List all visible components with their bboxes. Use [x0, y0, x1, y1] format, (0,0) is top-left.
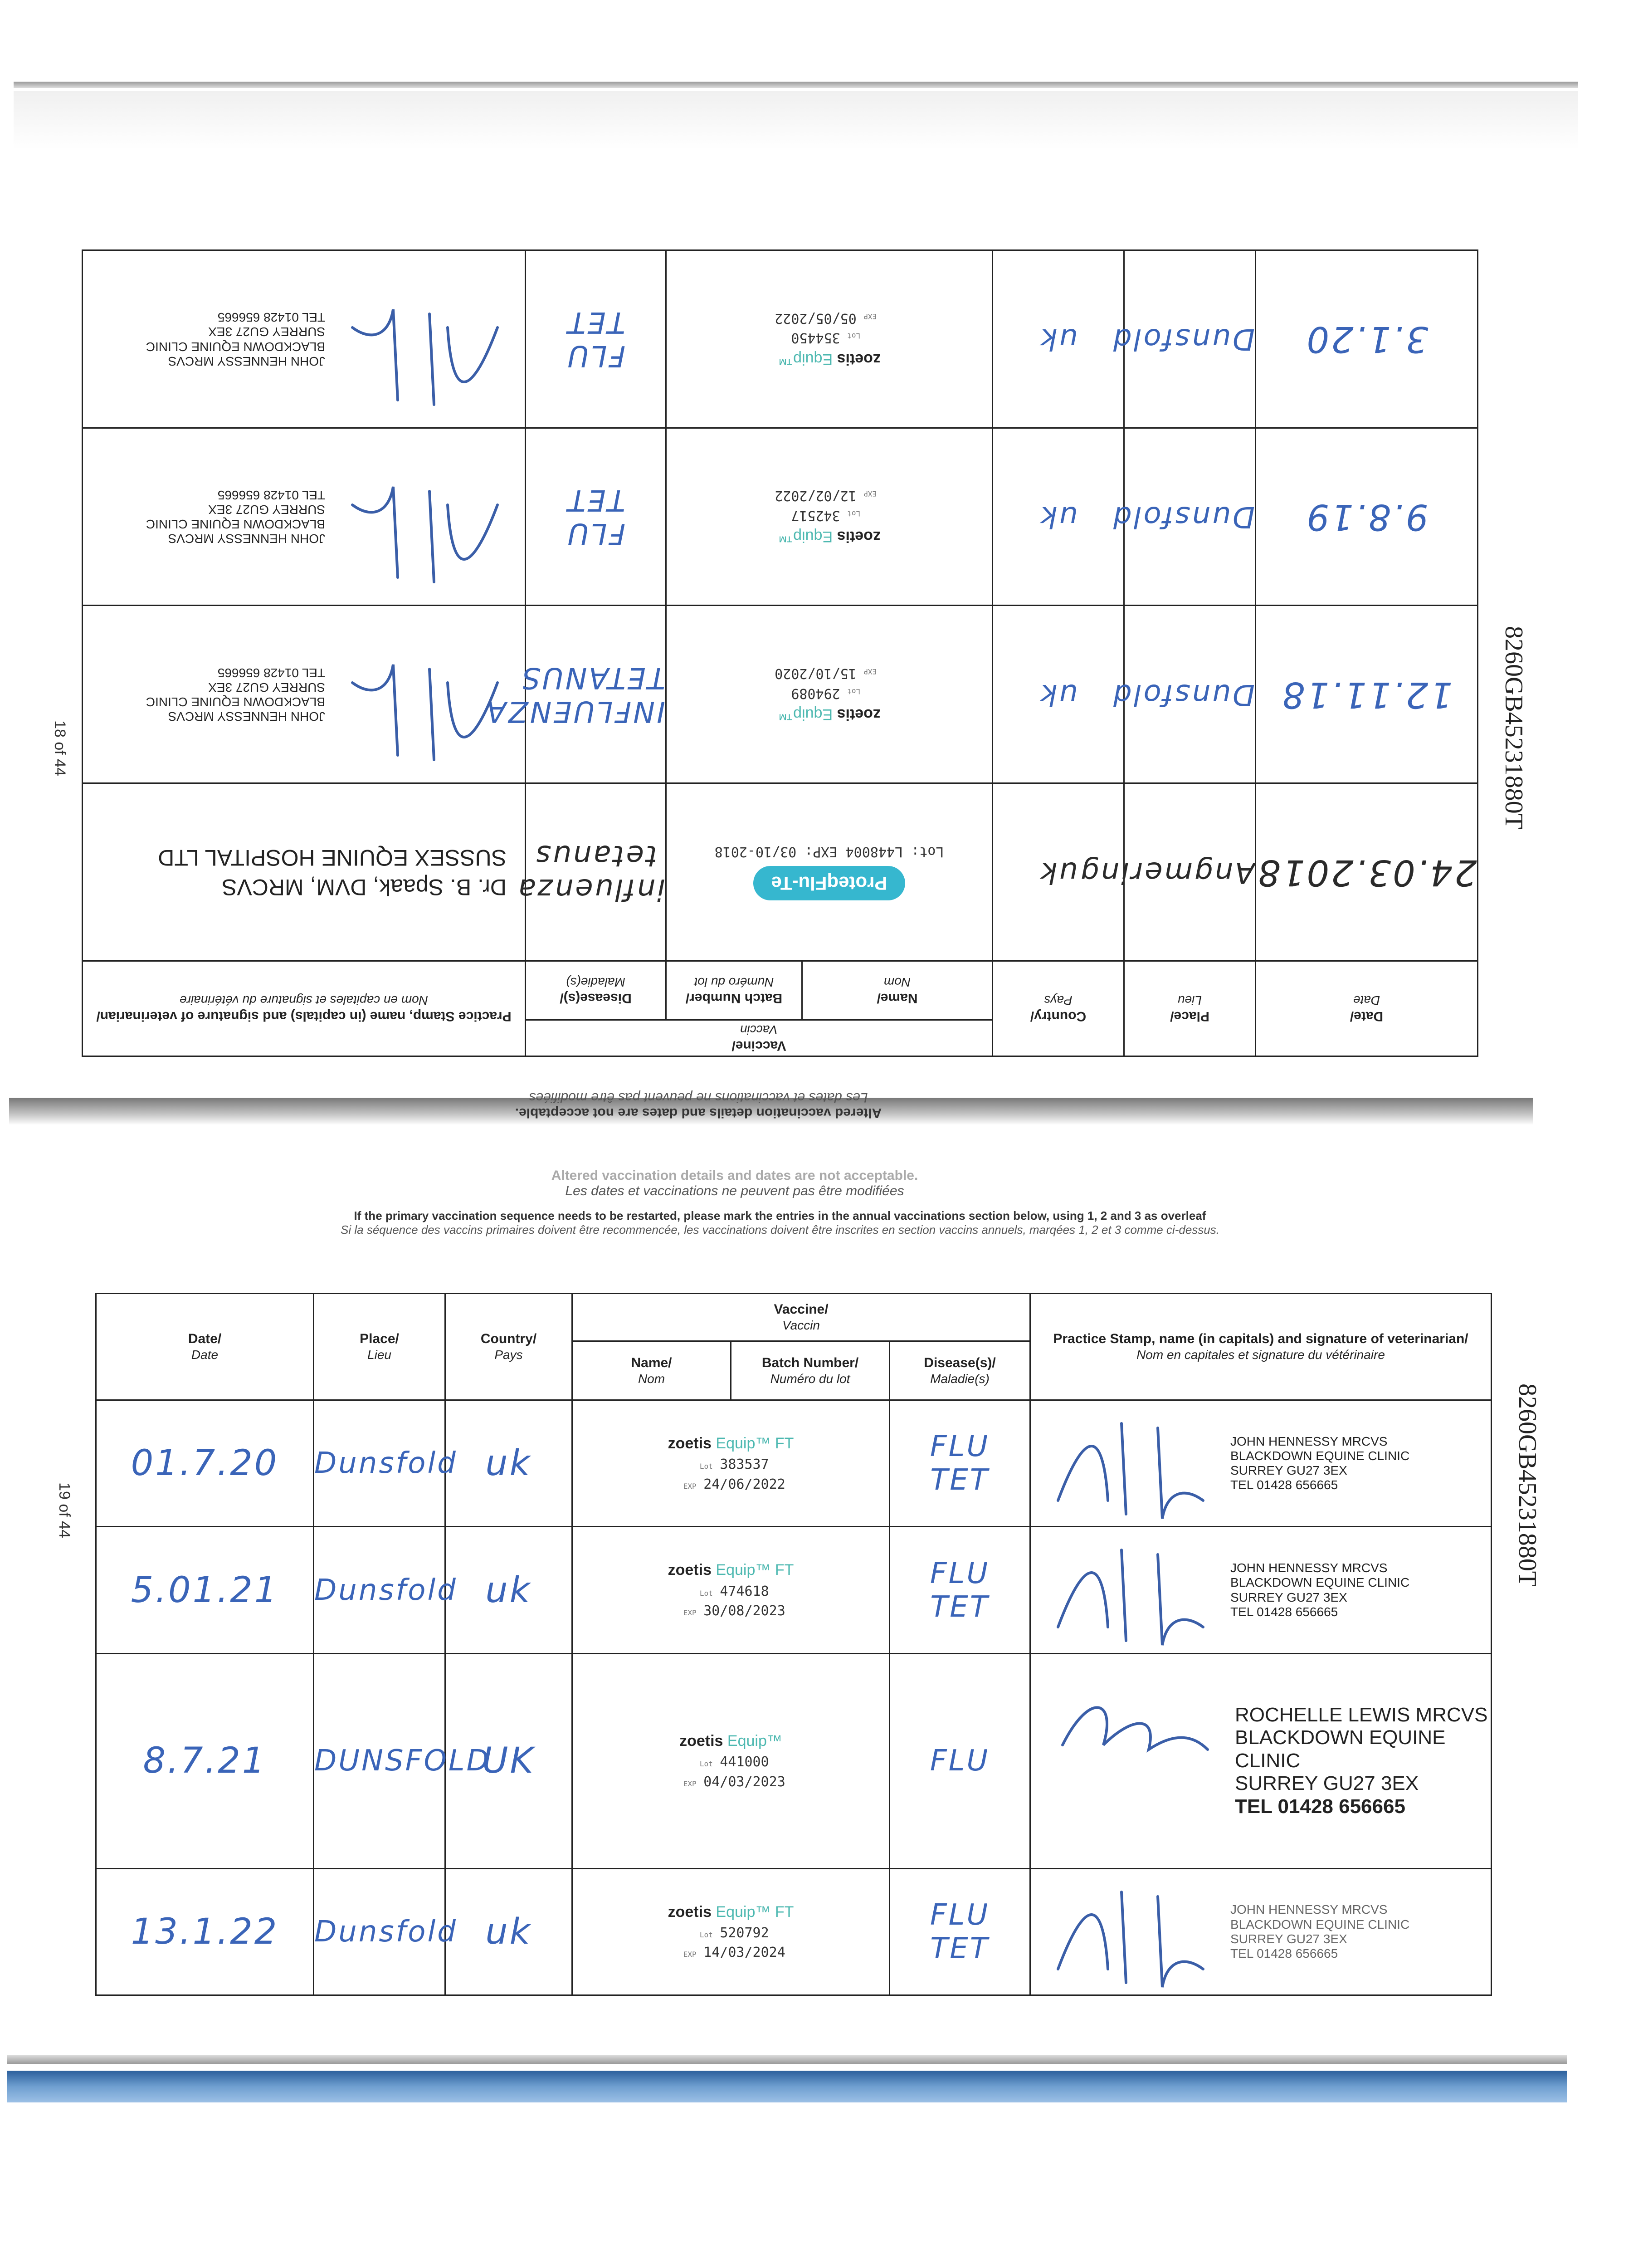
cell-vaccine-sticker [666, 783, 993, 961]
cell-place: DUNSFOLD [314, 1653, 445, 1868]
header-name: Name/ Nom [802, 961, 993, 1020]
header-batch: Batch Number/ Numéro du lot [666, 961, 802, 1020]
restart-notice-fr: Si la séquence des vaccins primaires doivent être recommencée, les vaccinations doivent être inscrites en section vaccins annuels, marqées 1, 2 et 3 comme ci-dessus. [341, 1223, 1219, 1237]
cell-country: uk [445, 1400, 572, 1527]
cell-disease: influenza tetanus [526, 783, 666, 961]
vet-stamp: ROCHELLE LEWIS MRCVS BLACKDOWN EQUINE CLINIC SURREY GU27 3EX TEL 01428 656665 [1235, 1703, 1488, 1818]
cell-stamp [1030, 1868, 1492, 1995]
table-row [96, 1868, 1492, 1995]
signature [343, 300, 507, 418]
signature [343, 478, 507, 596]
altered-notice-en: Altered vaccination details and dates are not acceptable. [515, 1105, 882, 1120]
cell-disease: FLU TET [890, 1527, 1030, 1653]
proteq-sticker: ProteqFlu-Te [753, 866, 906, 900]
table-row [96, 1653, 1492, 1868]
cell-stamp [83, 250, 526, 428]
cell-date: 5.01.21 [96, 1527, 314, 1653]
cell-disease: FLU TET [526, 250, 666, 428]
header-disease: Disease(s)/ Maladie(s) [890, 1341, 1030, 1400]
cell-date: 12.11.18 [1256, 606, 1478, 783]
cell-stamp [1030, 1400, 1492, 1527]
header-date: Date/ Date [1256, 961, 1478, 1056]
lower-page [95, 1293, 1492, 1996]
header-disease: Disease(s)/ Maladie(s) [526, 961, 666, 1020]
signature [1049, 1663, 1212, 1781]
cell-disease: FLU [890, 1653, 1030, 1868]
cell-date: 3.1.20 [1256, 250, 1478, 428]
cell-stamp [83, 428, 526, 606]
signature [1049, 1878, 1212, 1996]
table-row [96, 1527, 1492, 1653]
cell-country: UK [445, 1653, 572, 1868]
cell-place: Angmering [1124, 783, 1256, 961]
cell-vaccine-sticker: zoetis Equip™ FT Lot 520792 EXP 14/03/2024 [572, 1868, 890, 1995]
vet-stamp: JOHN HENNESSY MRCVS BLACKDOWN EQUINE CLINIC SURREY GU27 3EX TEL 01428 656665 [146, 310, 325, 368]
vet-stamp: JOHN HENNESSY MRCVS BLACKDOWN EQUINE CLINIC SURREY GU27 3EX TEL 01428 656665 [1230, 1561, 1410, 1619]
cell-place: Dunsfold [314, 1527, 445, 1653]
cell-vaccine-sticker: zoetis Equip™ Lot354450 EXP05/05/2022 [666, 250, 993, 428]
cell-place: Dunsfold [1124, 428, 1256, 606]
restart-notice [190, 1209, 1370, 1237]
vet-stamp: JOHN HENNESSY MRCVS BLACKDOWN EQUINE CLINIC SURREY GU27 3EX TEL 01428 656665 [146, 488, 325, 546]
cell-date: 13.1.22 [96, 1868, 314, 1995]
cell-country: uk [445, 1868, 572, 1995]
table-row [83, 428, 1478, 606]
document-number-upper: 8260GB45231880T [1500, 626, 1528, 829]
header-country: Country/ Pays [993, 961, 1124, 1056]
signature [343, 655, 507, 773]
vet-stamp: JOHN HENNESSY MRCVS BLACKDOWN EQUINE CLINIC SURREY GU27 3EX TEL 01428 656665 [1230, 1434, 1410, 1492]
cell-country: uk [993, 250, 1124, 428]
header-vaccine: Vaccine/ Vaccin [526, 1020, 993, 1056]
altered-notice-lower: Altered vaccination details and dates are not acceptable. Les dates et vaccinations ne peuvent pas être modifiées [551, 1168, 918, 1198]
cell-vaccine-sticker: zoetis Equip™ FT Lot 474618 EXP 30/08/2023 [572, 1527, 890, 1653]
cell-place: Dunsfold [1124, 606, 1256, 783]
cell-vaccine-sticker: zoetis Equip™ Lot294089 EXP15/10/2020 [666, 606, 993, 783]
cell-disease: FLU TET [890, 1400, 1030, 1527]
page-number-lower: 19 of 44 [55, 1482, 73, 1538]
scan-top-shadow [14, 91, 1578, 150]
cell-country: uk [445, 1527, 572, 1653]
cell-place: Dunsfold [314, 1868, 445, 1995]
header-country: Country/ Pays [445, 1294, 572, 1400]
cell-disease: FLU TET [526, 428, 666, 606]
table-row [83, 250, 1478, 428]
upper-page-rotated [82, 249, 1478, 1120]
cell-place: Dunsfold [1124, 250, 1256, 428]
altered-notice-fr: Les dates et vaccinations ne peuvent pas être modifiées [529, 1090, 868, 1105]
header-name: Name/ Nom [572, 1341, 731, 1400]
cell-vaccine-sticker: zoetis Equip™ FT Lot 383537 EXP 24/06/2022 [572, 1400, 890, 1527]
vet-stamp: Dr. B. Spaak, DVM, MRCVS SUSSEX EQUINE HOSPITAL LTD [158, 845, 507, 900]
scan-bottom-edge [7, 2071, 1567, 2102]
header-place: Place/ Lieu [1124, 961, 1256, 1056]
header-batch: Batch Number/ Numéro du lot [731, 1341, 890, 1400]
altered-notice-upper [109, 1090, 1288, 1120]
cell-stamp [83, 606, 526, 783]
vaccination-table-upper [82, 249, 1478, 1057]
cell-date: 8.7.21 [96, 1653, 314, 1868]
vet-stamp: JOHN HENNESSY MRCVS BLACKDOWN EQUINE CLINIC SURREY GU27 3EX TEL 01428 656665 [1230, 1902, 1410, 1960]
cell-disease: FLU TET [890, 1868, 1030, 1995]
table-row [83, 606, 1478, 783]
header-vaccine: Vaccine/ Vaccin [572, 1294, 1030, 1341]
cell-date: 9.8.19 [1256, 428, 1478, 606]
signature [1049, 1410, 1212, 1528]
restart-notice-en: If the primary vaccination sequence needs to be restarted, please mark the entries in the annual vaccinations section below, using 1, 2 and 3 as overleaf [354, 1209, 1206, 1222]
document-number-lower: 8260GB45231880T [1513, 1383, 1541, 1587]
proteq-lot: Lot: L448004 EXP: 03/10-2018 [714, 844, 944, 860]
cell-country: uk [993, 783, 1124, 961]
header-place: Place/ Lieu [314, 1294, 445, 1400]
vet-stamp: JOHN HENNESSY MRCVS BLACKDOWN EQUINE CLINIC SURREY GU27 3EX TEL 01428 656665 [146, 665, 325, 724]
cell-disease: INFLUENZA TETANUS [526, 606, 666, 783]
cell-stamp [1030, 1653, 1492, 1868]
table-row [96, 1400, 1492, 1527]
cell-stamp [1030, 1527, 1492, 1653]
header-stamp: Practice Stamp, name (in capitals) and signature of veterinarian/ Nom en capitales et signature du vétérinaire [83, 961, 526, 1056]
cell-date: 01.7.20 [96, 1400, 314, 1527]
header-stamp: Practice Stamp, name (in capitals) and signature of veterinarian/ Nom en capitales et signature du vétérinaire [1030, 1294, 1492, 1400]
table-row [83, 783, 1478, 961]
scan-top-edge [14, 82, 1578, 88]
cell-vaccine-sticker: zoetis Equip™ Lot 441000 EXP 04/03/2023 [572, 1653, 890, 1868]
scan-bottom-shadow [7, 2055, 1567, 2064]
cell-place: Dunsfold [314, 1400, 445, 1527]
signature [1049, 1536, 1212, 1654]
vaccination-table-lower [95, 1293, 1492, 1996]
cell-country: uk [993, 606, 1124, 783]
cell-vaccine-sticker: zoetis Equip™ Lot342517 EXP12/02/2022 [666, 428, 993, 606]
cell-stamp [83, 783, 526, 961]
cell-date: 24.03.2018 [1256, 783, 1478, 961]
header-date: Date/ Date [96, 1294, 314, 1400]
cell-country: uk [993, 428, 1124, 606]
page-number-upper: 18 of 44 [51, 720, 68, 776]
